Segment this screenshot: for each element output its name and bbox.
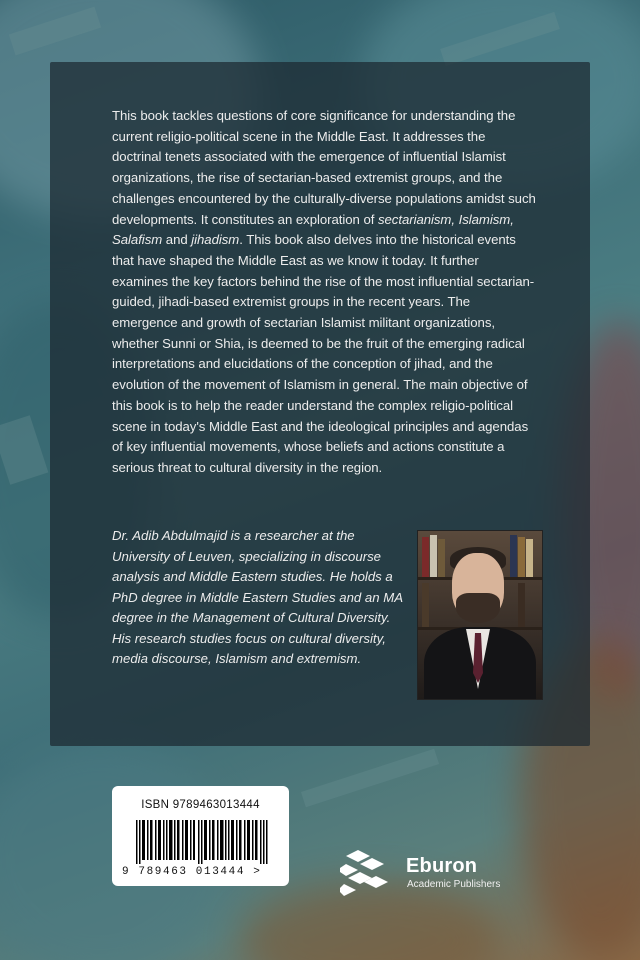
eburon-logo-icon: [340, 848, 400, 898]
author-bio: Dr. Adib Abdulmajid is a researcher at the University of Leuven, specializing in discourse analysis and Middle Eastern studies. He holds a PhD degree in Middle Eastern Studies and an MA degree in the Management of Cultural Diversity. His research studies focus on cultural diversity, media discourse, Islamism and extremism.: [112, 528, 403, 666]
publisher-subtitle: Academic Publishers: [407, 879, 501, 890]
author-photo: [417, 530, 543, 700]
isbn-digits: 9 789463 013444 >: [122, 866, 262, 878]
book-description: This book tackles questions of core significance for understanding the current religio-political scene in the Middle East. It addresses the doctrinal tenets associated with the emergence of influential Islamist organizations, the rise of sectarian-based extremist groups, and the challenges encountered by the culturally-diverse populations amidst such developments. It constitutes an exploration of sectarianism, Islamism, Salafism and jihadism. This book also delves into the historical events that have shaped the Middle East as we know it today. It further examines the key factors behind the rise of the most influential sectarian-guided, jihadi-based extremist groups in the recent years. The emergence and growth of sectarian Islamist militant organizations, whether Sunni or Shia, is deemed to be the fruit of the emerging radical interpretations and elucidations of the conception of jihad, and the evolution of the movement of Islamism in general. The main objective of this book is to help the reader understand the complex religio-political scene in today's Middle East and the ideological principles and agendas of key influential movements, whose beliefs and actions constitute a serious threat to cultural diversity in the region.: [112, 108, 536, 475]
isbn-barcode: [112, 786, 289, 886]
barcode-bars: [136, 820, 268, 864]
text-panel: [50, 62, 590, 746]
publisher-name: Eburon: [406, 855, 478, 877]
isbn-label: ISBN 9789463013444: [141, 799, 260, 811]
